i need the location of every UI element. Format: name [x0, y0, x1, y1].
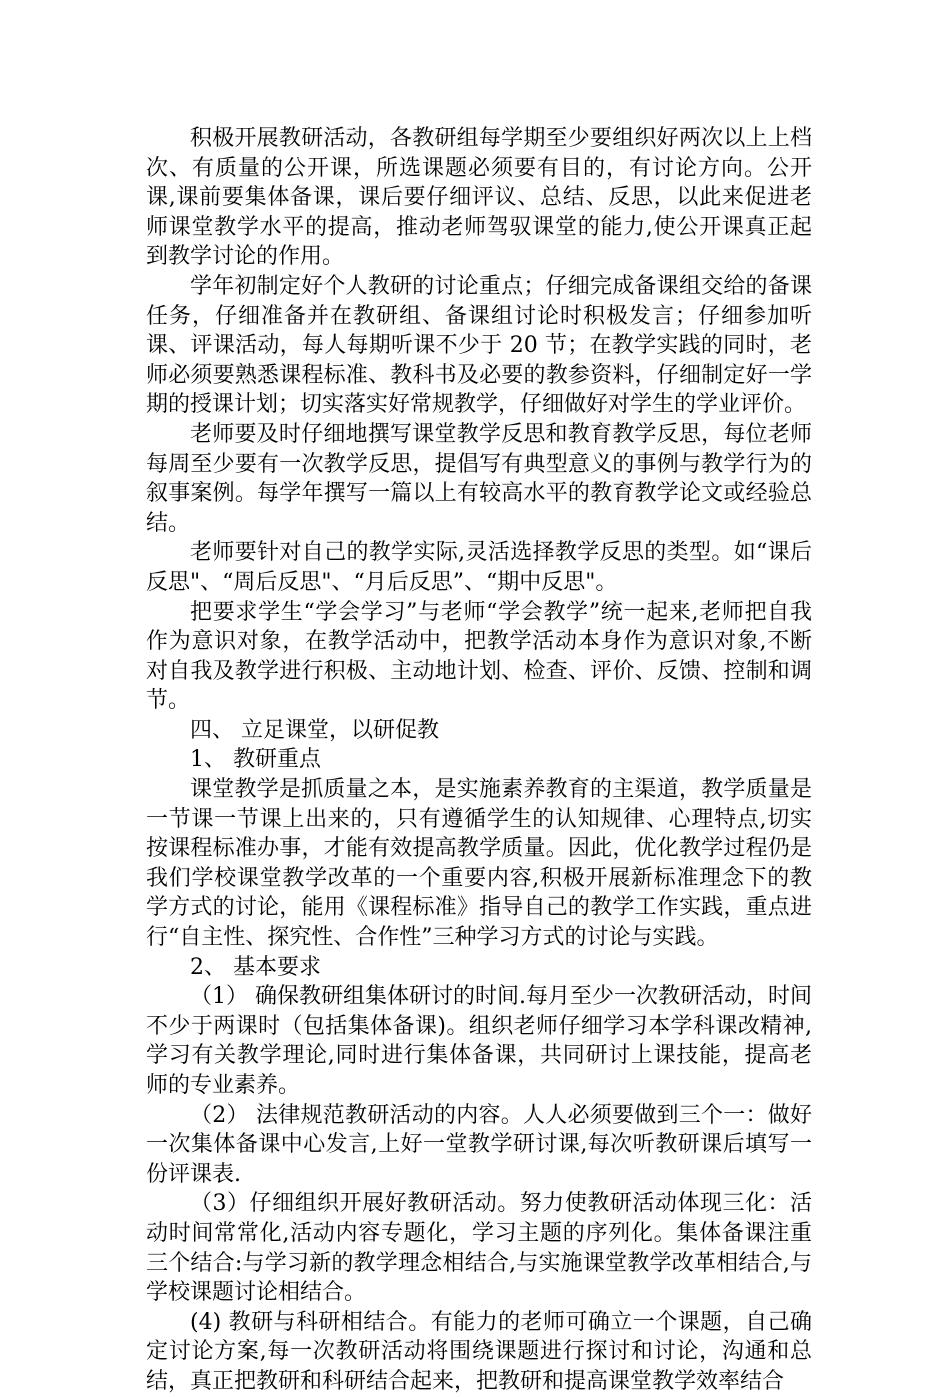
paragraph: 老师要及时仔细地撰写课堂教学反思和教育教学反思，每位老师每周至少要有一次教学反思，提倡写有典型意义的事例与教学行为的叙事案例。每学年撰写一篇以上有较高水平的教育教学论文或经验总结。 [146, 421, 812, 536]
paragraph: 学年初制定好个人教研的讨论重点；仔细完成备课组交给的备课任务，仔细准备并在教研组、备课组讨论时积极发言；仔细参加听课、评课活动，每人每期听课不少于 20 节；在教学实践的同时，老师必须要熟悉课程标准、教科书及必要的教参资料，仔细制定好一学期的授课计划；切实落实好常规教学，仔细做好对学生的学业评价。 [146, 273, 812, 418]
list-item: （1） 确保教研组集体研讨的时间.每月至少一次教研活动，时间不少于两课时（包括集体备课)。组织老师仔细学习本学科课改精神,学习有关教学理论,同时进行集体备课，共同研讨上课技能，提高老师的专业素养。 [146, 984, 812, 1098]
list-item: （2） 法律规范教研活动的内容。人人必须要做到三个一：做好一次集体备课中心发言,上好一堂教学研讨课,每次听教研课后填写一份评课表. [146, 1102, 812, 1187]
section-heading: 四、 立足课堂，以研促教 [190, 717, 439, 743]
subsection-heading: 2、 基本要求 [190, 954, 321, 980]
paragraph: 把要求学生“学会学习”与老师“学会教学”统一起来,老师把自我作为意识对象，在教学活动中，把教学活动本身作为意识对象,不断对自我及教学进行积极、主动地计划、检查、评价、反馈、控制和调节。 [146, 599, 812, 714]
document-body [146, 124, 812, 1397]
paragraph: 课堂教学是抓质量之本，是实施素养教育的主渠道，教学质量是一节课一节课上出来的，只有遵循学生的认知规律、心理特点,切实按课程标准办事，才能有效提高教学质量。因此，优化教学过程仍是我们学校课堂教学改革的一个重要内容,积极开展新标准理念下的教学方式的讨论，能用《课程标准》指导自己的教学工作实践，重点进行“自主性、探究性、合作性”三种学习方式的讨论与实践。 [146, 777, 812, 951]
list-item: (4) 教研与科研相结合。有能力的老师可确立一个课题，自己确定讨论方案,每一次教研活动将围绕课题进行探讨和讨论，沟通和总结，真正把教研和科研结合起来，把教研和提高课堂教学效率结合 [146, 1309, 812, 1394]
subsection-heading: 1、 教研重点 [190, 747, 321, 773]
list-item: （3）仔细组织开展好教研活动。努力使教研活动体现三化：活动时间常常化,活动内容专题化，学习主题的序列化。集体备课注重三个结合:与学习新的教学理念相结合,与实施课堂教学改革相结合,与学校课题讨论相结合。 [146, 1191, 812, 1306]
paragraph: 积极开展教研活动，各教研组每学期至少要组织好两次以上上档次、有质量的公开课，所选课题必须要有目的，有讨论方向。公开课,课前要集体备课，课后要仔细评议、总结、反思，以此来促进老师课堂教学水平的提高，推动老师驾驭课堂的能力,使公开课真正起到教学讨论的作用。 [146, 126, 812, 270]
paragraph: 老师要针对自己的教学实际,灵活选择教学反思的类型。如“课后反思"、“周后反思"、“月后反思”、“期中反思"。 [146, 540, 812, 595]
